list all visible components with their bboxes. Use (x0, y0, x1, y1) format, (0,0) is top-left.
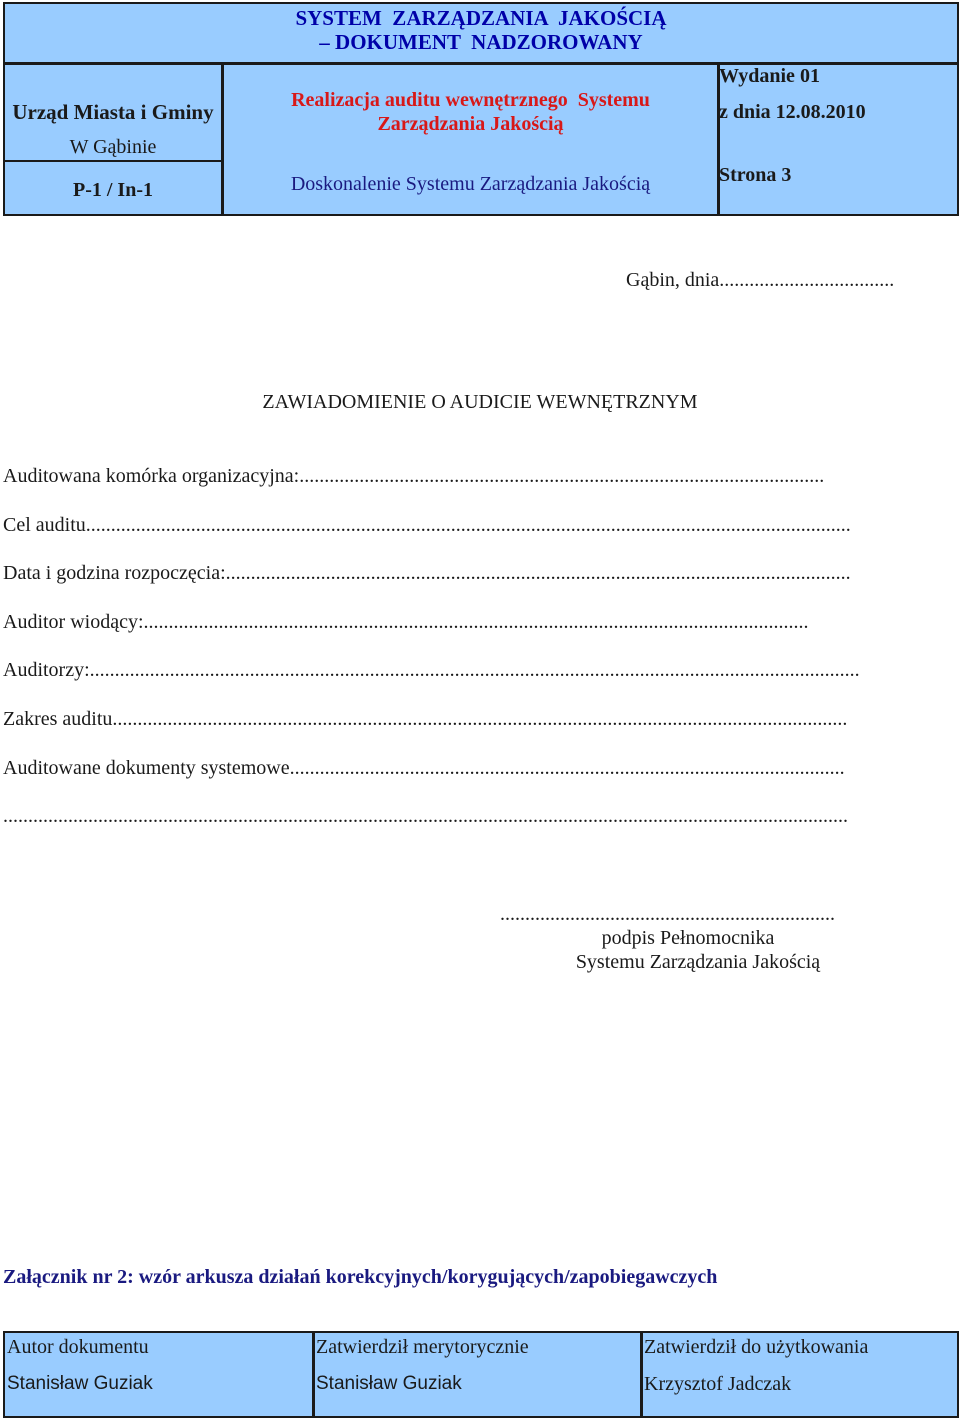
author-label: Autor dokumentu (7, 1336, 149, 1358)
system-title-line-1: SYSTEM ZARZĄDZANIA JAKOŚCIĄ (295, 6, 667, 30)
procedure-title-line-2: Zarządzania Jakością (377, 113, 564, 135)
org-name-line-1: Urząd Miasta i Gminy (12, 100, 214, 124)
signature-caption-2: Systemu Zarządzania Jakością (575, 951, 821, 973)
merit-approval-label: Zatwierdził merytorycznie (316, 1336, 529, 1358)
document-header-table (3, 2, 959, 216)
notice-fields (3, 463, 958, 852)
merit-approver-name: Stanisław Guziak (316, 1373, 462, 1394)
use-approver-name: Krzysztof Jadczak (644, 1373, 792, 1395)
field-start-date-time: Data i godzina rozpoczęcia:............................................................................................................................. (3, 562, 851, 585)
signature-caption-1: podpis Pełnomocnika (601, 927, 775, 949)
field-auditors: Auditorzy:.......................................................................................................................................................... (3, 659, 860, 682)
field-audited-documents: Auditowane dokumenty systemowe............................................................................................................... (3, 756, 845, 779)
field-audit-scope: Zakres auditu................................................................................................................................................... (3, 707, 848, 730)
author-name: Stanisław Guziak (7, 1373, 153, 1394)
footer-divider-2 (640, 1333, 643, 1416)
system-title-line-2: – DOKUMENT NADZOROWANY (319, 30, 643, 54)
procedure-title-line-1: Realizacja auditu wewnętrznego Systemu (291, 89, 650, 111)
section-name: Doskonalenie Systemu Zarządzania Jakością (290, 173, 651, 195)
footer-divider-1 (312, 1333, 315, 1416)
field-continuation-line: ......................................................................................................................................................................... (3, 805, 848, 828)
edition: Wydanie 01 (719, 65, 820, 87)
notice-title: ZAWIADOMIENIE O AUDICIE WEWNĘTRZNYM (262, 391, 698, 413)
use-approval-label: Zatwierdził do użytkowania (644, 1336, 869, 1358)
signature-line: ................................................................... (500, 903, 835, 925)
page-number: Strona 3 (719, 164, 792, 186)
edition-date: z dnia 12.08.2010 (719, 101, 866, 123)
header-divider-org (5, 160, 221, 162)
place-and-date: Gąbin, dnia................................... (626, 269, 895, 291)
attachment-title: Załącznik nr 2: wzór arkusza działań korekcyjnych/korygujących/zapobiegawczych (3, 1266, 718, 1288)
org-name-line-2: W Gąbinie (69, 136, 157, 158)
doc-code: P-1 / In-1 (73, 179, 153, 201)
field-audit-goal: Cel auditu......................................................................................................................................................... (3, 513, 851, 536)
approval-footer-table (3, 1331, 959, 1418)
field-lead-auditor: Auditor wiodący:..................................................................................................................................... (3, 610, 809, 633)
field-audited-unit: Auditowana komórka organizacyjna:......................................................................................................... (3, 465, 825, 487)
